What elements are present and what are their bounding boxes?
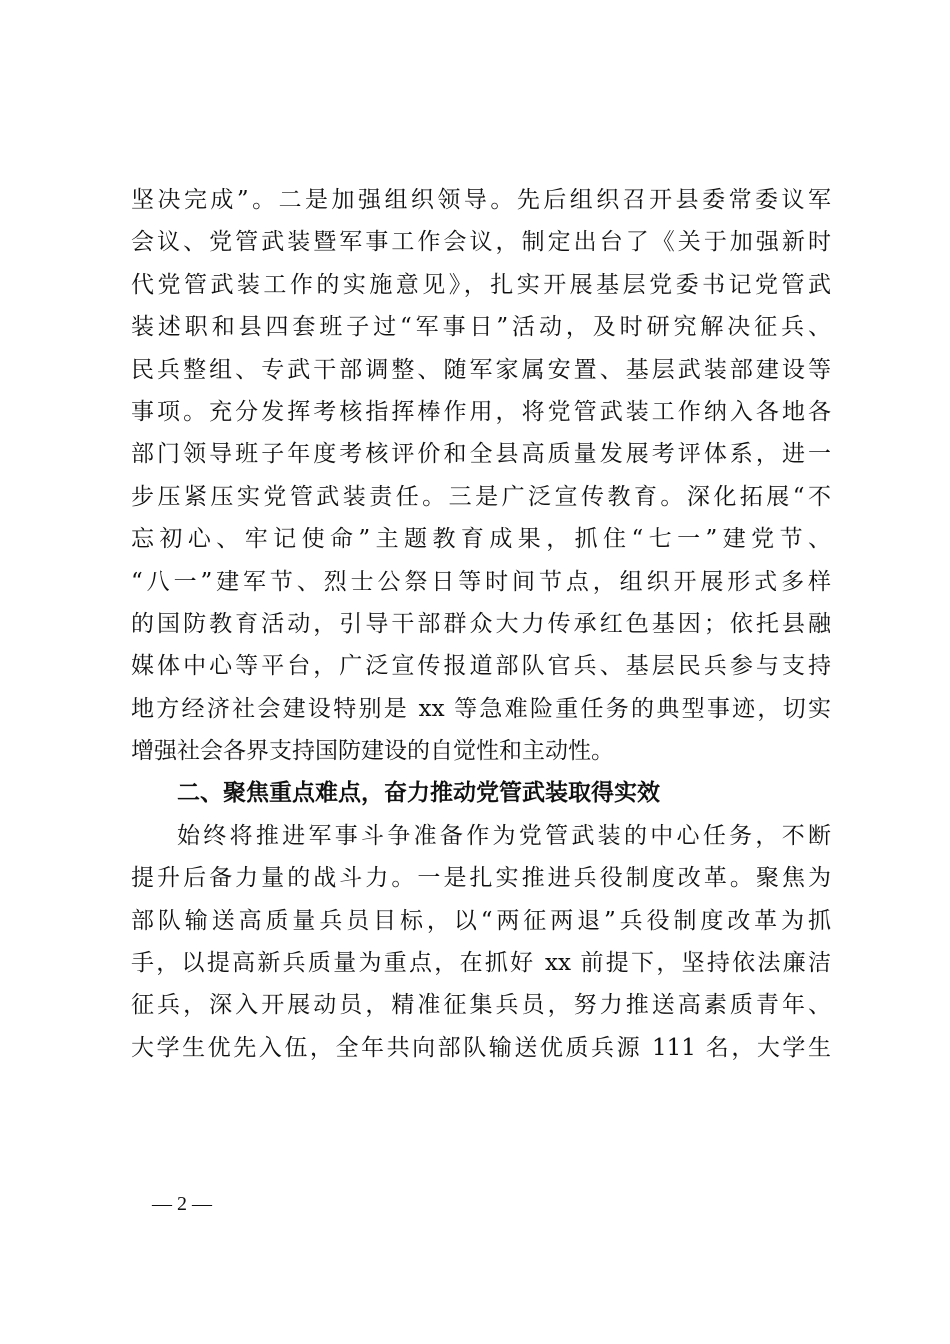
page-number: — 2 — bbox=[152, 1193, 212, 1215]
text-line: 手，以提高新兵质量为重点，在抓好 xx 前提下，坚持依法廉洁 bbox=[131, 950, 831, 977]
text-line: 征兵，深入开展动员，精准征集兵员，努力推送高素质青年、 bbox=[131, 992, 831, 1019]
text-line: 代党管武装工作的实施意见》，扎实开展基层党委书记党管武 bbox=[131, 271, 831, 298]
text-line: 步压紧压实党管武装责任。三是广泛宣传教育。深化拓展“不 bbox=[131, 483, 831, 510]
text-line: 部队输送高质量兵员目标，以“两征两退”兵役制度改革为抓 bbox=[131, 907, 831, 934]
text-line: 提升后备力量的战斗力。一是扎实推进兵役制度改革。聚焦为 bbox=[131, 865, 831, 892]
document-body bbox=[131, 179, 831, 1069]
text-line: 媒体中心等平台，广泛宣传报道部队官兵、基层民兵参与支持 bbox=[131, 653, 831, 680]
text-line: 地方经济社会建设特别是 xx 等急难险重任务的典型事迹，切实 bbox=[131, 695, 831, 722]
text-line: 民兵整组、专武干部调整、随军家属安置、基层武装部建设等 bbox=[131, 356, 831, 383]
paragraph-1 bbox=[131, 179, 831, 772]
text-line: 大学生优先入伍，全年共向部队输送优质兵源 111 名，大学生 bbox=[131, 1034, 831, 1061]
section-heading: 二、聚焦重点难点，奋力推动党管武装取得实效 bbox=[177, 780, 660, 807]
text-line: 装述职和县四套班子过“军事日”活动，及时研究解决征兵、 bbox=[131, 314, 831, 341]
text-line: 会议、党管武装暨军事工作会议，制定出台了《关于加强新时 bbox=[131, 229, 831, 256]
text-line: 的国防教育活动，引导干部群众大力传承红色基因；依托县融 bbox=[131, 610, 831, 637]
text-line: 始终将推进军事斗争准备作为党管武装的中心任务，不断 bbox=[177, 822, 831, 849]
text-line: “八一”建军节、烈士公祭日等时间节点，组织开展形式多样 bbox=[131, 568, 831, 595]
text-line: 部门领导班子年度考核评价和全县高质量发展考评体系，进一 bbox=[131, 441, 831, 468]
text-line: 忘初心、牢记使命”主题教育成果，抓住“七一”建党节、 bbox=[131, 526, 831, 553]
text-line: 坚决完成”。二是加强组织领导。先后组织召开县委常委议军 bbox=[131, 187, 831, 213]
paragraph-2 bbox=[131, 815, 831, 1069]
text-line: 事项。充分发挥考核指挥棒作用，将党管武装工作纳入各地各 bbox=[131, 398, 831, 425]
text-line: 增强社会各界支持国防建设的自觉性和主动性。 bbox=[131, 738, 614, 765]
